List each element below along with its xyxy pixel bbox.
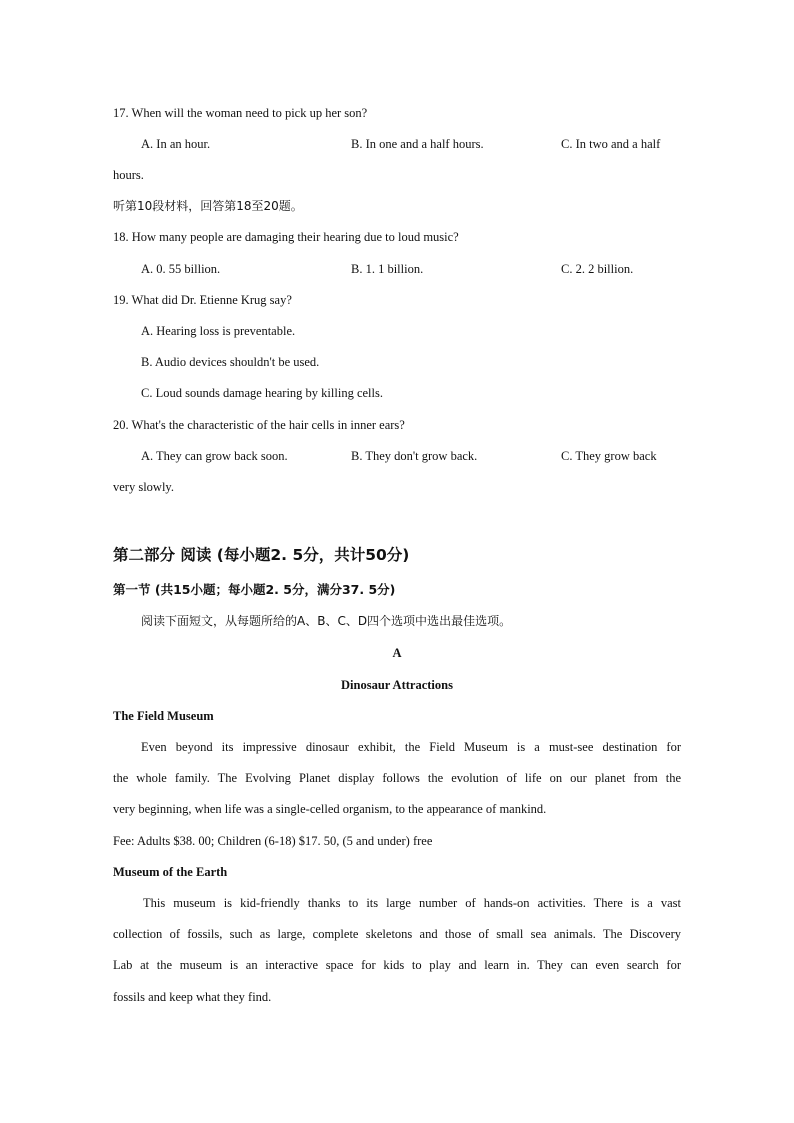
question-18-option-a: A. 0. 55 billion. xyxy=(141,262,221,276)
question-20-stem: 20. What's the characteristic of the hair cells in inner ears? xyxy=(113,418,405,432)
question-19-option-a: A. Hearing loss is preventable. xyxy=(141,324,296,338)
field-museum-fee: Fee: Adults $38. 00; Children (6-18) $17. 50, (5 and under) free xyxy=(113,834,433,848)
question-17-option-c-continued: hours. xyxy=(113,168,144,182)
reading-instruction: 阅读下面短文，从每题所给的A、B、C、D四个选项中选出最佳选项。 xyxy=(141,614,512,628)
question-19-option-c: C. Loud sounds damage hearing by killing cells. xyxy=(141,386,383,400)
question-17-option-b: B. In one and a half hours. xyxy=(351,137,484,151)
question-17-option-a: A. In an hour. xyxy=(141,137,211,151)
museum-of-earth-paragraph-line-4: fossils and keep what they find. xyxy=(113,990,272,1004)
field-museum-paragraph-line-2: the whole family. The Evolving Planet display follows the evolution of life on our planet from the xyxy=(113,771,681,785)
question-18-option-b: B. 1. 1 billion. xyxy=(351,262,424,276)
field-museum-paragraph-line-1: Even beyond its impressive dinosaur exhibit, the Field Museum is a must-see destination for xyxy=(141,740,681,754)
question-18-option-c: C. 2. 2 billion. xyxy=(561,262,634,276)
passage-letter: A xyxy=(392,646,402,660)
passage-title: Dinosaur Attractions xyxy=(341,678,453,692)
question-17-option-c: C. In two and a half xyxy=(561,137,661,151)
question-19-stem: 19. What did Dr. Etienne Krug say? xyxy=(113,293,292,307)
section-1-title: 第一节 (共15小题；每小题2. 5分，满分37. 5分) xyxy=(113,582,396,597)
museum-of-earth-paragraph-line-1: This museum is kid-friendly thanks to its large number of hands-on activities. There is a vast xyxy=(143,896,681,910)
question-18-stem: 18. How many people are damaging their hearing due to loud music? xyxy=(113,230,459,244)
museum-of-earth-paragraph-line-3: Lab at the museum is an interactive space for kids to play and learn in. They can even search for xyxy=(113,958,681,972)
question-20-option-b: B. They don't grow back. xyxy=(351,449,478,463)
question-19-option-b: B. Audio devices shouldn't be used. xyxy=(141,355,320,369)
field-museum-heading: The Field Museum xyxy=(113,709,214,723)
question-20-option-c-continued: very slowly. xyxy=(113,480,174,494)
museum-of-earth-heading: Museum of the Earth xyxy=(113,865,228,879)
part-2-title: 第二部分 阅读 (每小题2. 5分，共计50分) xyxy=(113,546,410,564)
field-museum-paragraph-line-3: very beginning, when life was a single-celled organism, to the appearance of mankind. xyxy=(113,802,547,816)
question-20-option-a: A. They can grow back soon. xyxy=(141,449,288,463)
question-17-stem: 17. When will the woman need to pick up her son? xyxy=(113,106,368,120)
museum-of-earth-paragraph-line-2: collection of fossils, such as large, complete skeletons and those of small sea animals. The Discovery xyxy=(113,927,681,941)
question-20-option-c: C. They grow back xyxy=(561,449,657,463)
section-10-instruction: 听第10段材料，回答第18至20题。 xyxy=(113,199,303,213)
